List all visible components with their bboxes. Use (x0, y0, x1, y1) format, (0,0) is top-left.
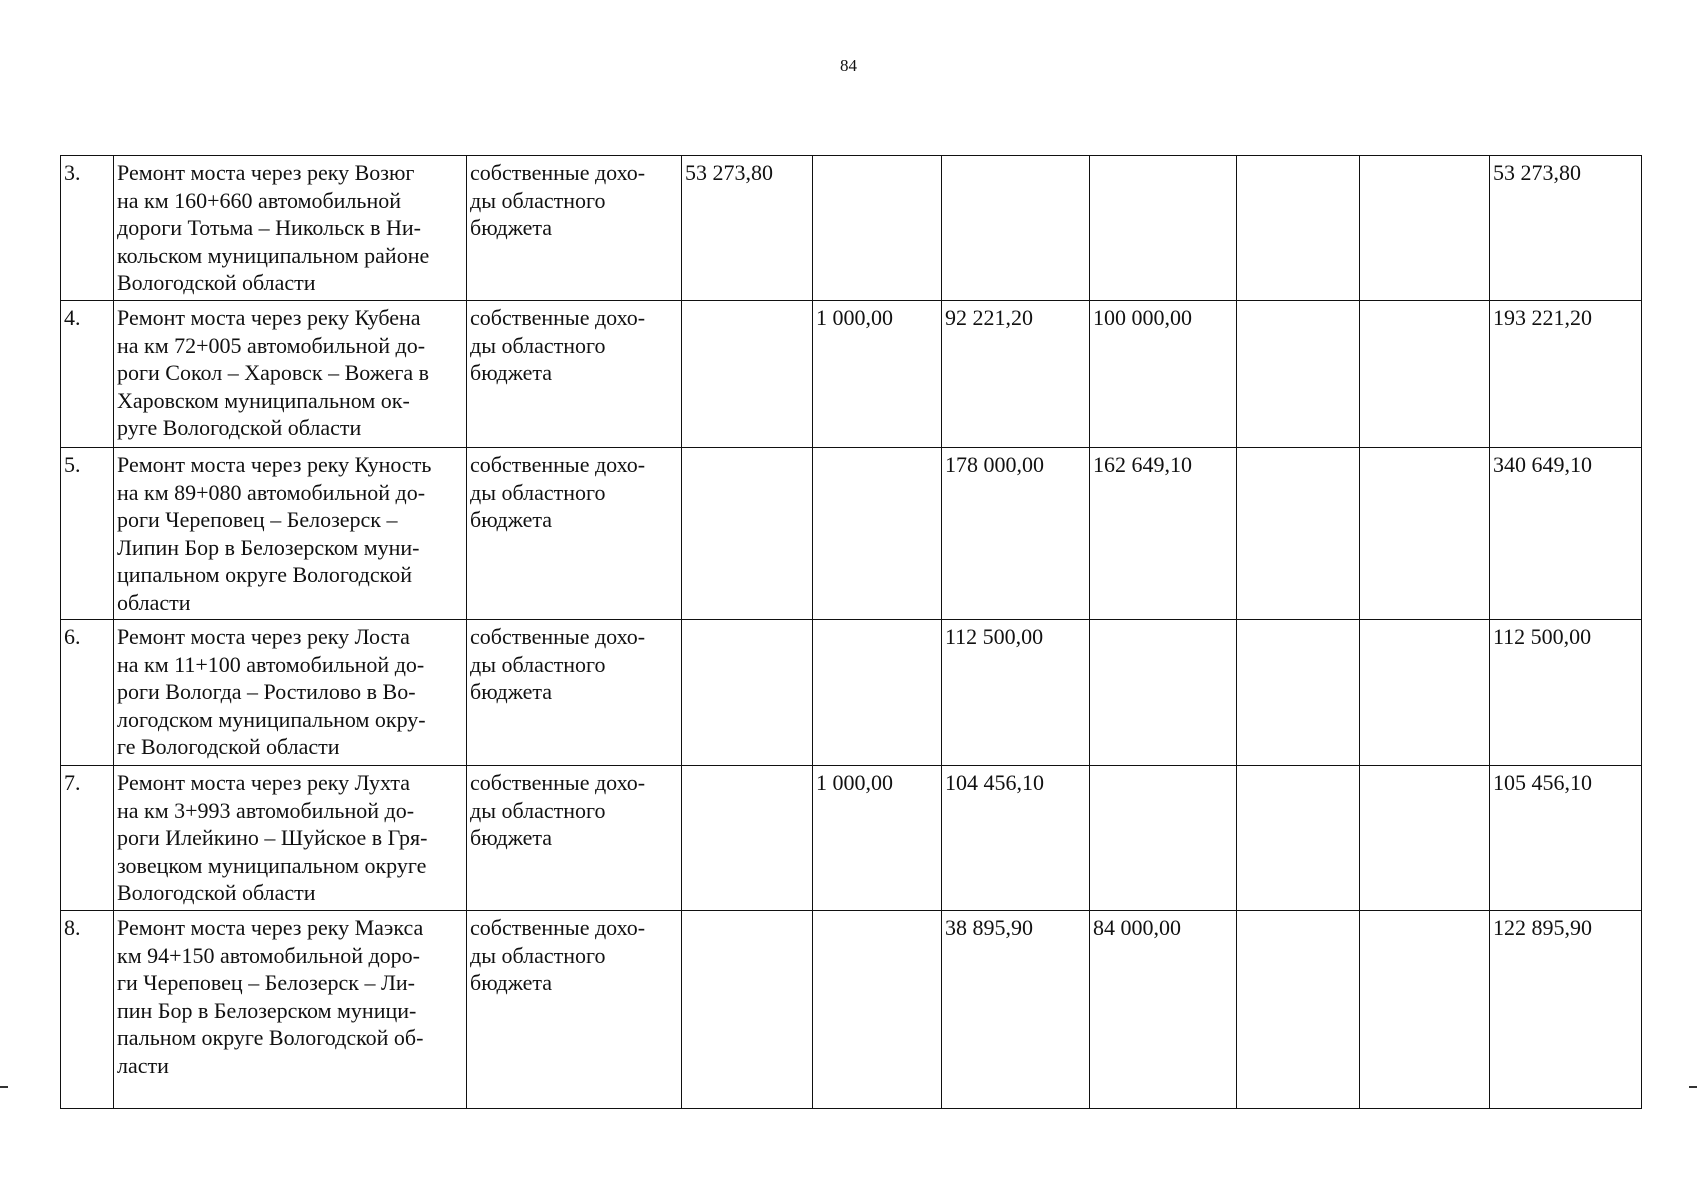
amount-col-6 (1090, 156, 1237, 301)
amount-col-3 (682, 448, 813, 620)
amount-col-7 (1237, 301, 1360, 448)
object-name: Ремонт моста через реку Лоста на км 11+100 автомобильной до- роги Вологда – Ростилово в Во- логодском муниципальном окру- ге Вологодской области (114, 620, 467, 766)
object-name: Ремонт моста через реку Куность на км 89+080 автомобильной до- роги Череповец – Белозерск – Липин Бор в Белозерском муни- ципальном округе Вологодской области (114, 448, 467, 620)
amount-col-7 (1237, 766, 1360, 911)
amount-col-4 (813, 156, 942, 301)
amount-col-4: 1 000,00 (813, 301, 942, 448)
amount-col-4: 1 000,00 (813, 766, 942, 911)
funding-source: собственные дохо- ды областного бюджета (467, 911, 682, 1109)
amount-col-7 (1237, 448, 1360, 620)
table-row (61, 156, 1642, 301)
amount-col-3 (682, 766, 813, 911)
amount-col-3: 53 273,80 (682, 156, 813, 301)
amount-total: 105 456,10 (1490, 766, 1642, 911)
amount-col-8 (1360, 156, 1490, 301)
amount-col-7 (1237, 911, 1360, 1109)
amount-total: 340 649,10 (1490, 448, 1642, 620)
table-row (61, 911, 1642, 1109)
amount-col-5: 112 500,00 (942, 620, 1090, 766)
amount-total: 193 221,20 (1490, 301, 1642, 448)
amount-col-5: 92 221,20 (942, 301, 1090, 448)
amount-col-3 (682, 301, 813, 448)
row-number: 4. (61, 301, 114, 448)
amount-col-8 (1360, 911, 1490, 1109)
amount-col-6 (1090, 766, 1237, 911)
amount-col-4 (813, 911, 942, 1109)
table-row (61, 620, 1642, 766)
table-row (61, 448, 1642, 620)
amount-col-8 (1360, 620, 1490, 766)
row-number: 8. (61, 911, 114, 1109)
funding-source: собственные дохо- ды областного бюджета (467, 448, 682, 620)
amount-col-5: 178 000,00 (942, 448, 1090, 620)
funding-source: собственные дохо- ды областного бюджета (467, 766, 682, 911)
funding-source: собственные дохо- ды областного бюджета (467, 156, 682, 301)
amount-col-8 (1360, 448, 1490, 620)
amount-col-4 (813, 448, 942, 620)
row-number: 7. (61, 766, 114, 911)
amount-total: 112 500,00 (1490, 620, 1642, 766)
amount-col-5 (942, 156, 1090, 301)
amount-col-6 (1090, 620, 1237, 766)
amount-col-8 (1360, 301, 1490, 448)
table-row (61, 301, 1642, 448)
row-number: 3. (61, 156, 114, 301)
left-margin-mark (0, 1086, 8, 1088)
amount-col-3 (682, 911, 813, 1109)
amount-col-5: 104 456,10 (942, 766, 1090, 911)
amount-col-5: 38 895,90 (942, 911, 1090, 1109)
object-name: Ремонт моста через реку Маэкса км 94+150 автомобильной доро- ги Череповец – Белозерск – Ли- пин Бор в Белозерском муници- пальном округе Вологодской об- ласти (114, 911, 467, 1109)
bridge-repair-funding-table (60, 155, 1642, 1109)
amount-col-7 (1237, 620, 1360, 766)
object-name: Ремонт моста через реку Лухта на км 3+993 автомобильной до- роги Илейкино – Шуйское в Гря- зовецком муниципальном округе Вологодской области (114, 766, 467, 911)
page-number: 84 (840, 56, 857, 75)
funding-source: собственные дохо- ды областного бюджета (467, 620, 682, 766)
amount-col-6: 100 000,00 (1090, 301, 1237, 448)
funding-source: собственные дохо- ды областного бюджета (467, 301, 682, 448)
row-number: 5. (61, 448, 114, 620)
amount-total: 122 895,90 (1490, 911, 1642, 1109)
object-name: Ремонт моста через реку Возюг на км 160+660 автомобильной дороги Тотьма – Никольск в Ни- кольском муниципальном районе Вологодской области (114, 156, 467, 301)
amount-col-3 (682, 620, 813, 766)
amount-col-7 (1237, 156, 1360, 301)
amount-col-6: 84 000,00 (1090, 911, 1237, 1109)
row-number: 6. (61, 620, 114, 766)
right-margin-mark (1689, 1086, 1697, 1088)
amount-col-6: 162 649,10 (1090, 448, 1237, 620)
amount-col-8 (1360, 766, 1490, 911)
amount-col-4 (813, 620, 942, 766)
table-row (61, 766, 1642, 911)
amount-total: 53 273,80 (1490, 156, 1642, 301)
object-name: Ремонт моста через реку Кубена на км 72+005 автомобильной до- роги Сокол – Харовск – Вожега в Харовском муниципальном ок- руге Вологодской области (114, 301, 467, 448)
